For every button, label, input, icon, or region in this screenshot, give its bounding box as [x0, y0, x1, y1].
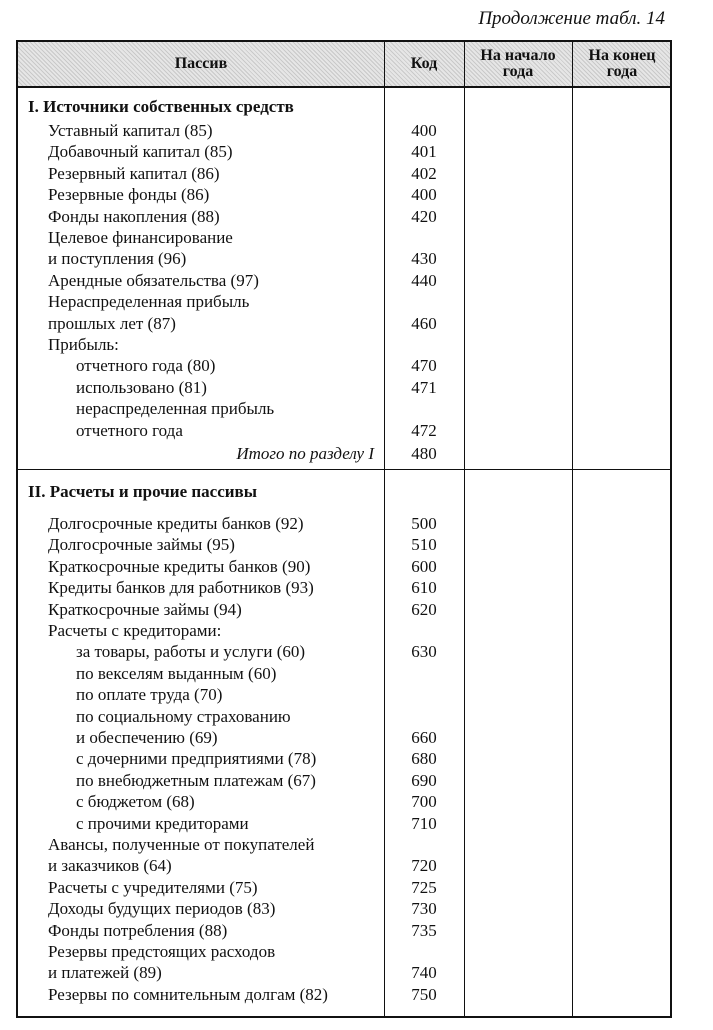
- table-row-label: Прибыль:: [48, 335, 119, 354]
- table-row-label: по оплате труда (70): [76, 685, 223, 705]
- section-title: II. Расчеты и прочие пассивы: [28, 482, 257, 501]
- table-row-label: с бюджетом (68): [76, 792, 195, 812]
- table-row-code: 740: [411, 963, 437, 983]
- table-row-label: Арендные обязательства (97): [48, 270, 259, 290]
- table-row-label: Расчеты с кредиторами:: [48, 621, 222, 640]
- table-row-label: Резервы по сомнительным долгам (82): [48, 984, 328, 1004]
- section-title: I. Источники собственных средств: [28, 97, 294, 116]
- table-row-code: 725: [411, 877, 437, 897]
- table-row-label: использовано (81): [76, 377, 207, 397]
- table-row-code: 610: [411, 578, 437, 598]
- table-row-code: 600: [411, 556, 437, 576]
- table-row-label: Фонды накопления (88): [48, 206, 220, 226]
- table-row-label: за товары, работы и услуги (60): [76, 642, 306, 662]
- table-row-code: 630: [411, 642, 437, 662]
- table-row-label: и обеспечению (69): [76, 728, 218, 747]
- table-row-code: 470: [411, 356, 437, 376]
- column-divider: [464, 42, 465, 1016]
- table-row-label: и заказчиков (64): [48, 856, 172, 876]
- table-row-code: 690: [411, 770, 437, 790]
- table-row-label: Долгосрочные займы (95): [48, 535, 235, 555]
- table-row-code: 720: [411, 856, 437, 876]
- table-row-code: 401: [411, 142, 437, 162]
- table-row-label: отчетного года (80): [76, 356, 216, 376]
- table-row-label: Авансы, полученные от покупателей: [48, 835, 315, 854]
- column-divider: [572, 42, 573, 1016]
- table-row-label: Нераспределенная прибыль: [48, 292, 250, 312]
- table-row-label: и платежей (89): [48, 963, 162, 983]
- table-row-label: Целевое финансирование: [48, 228, 233, 247]
- table-row-code: 730: [411, 899, 437, 919]
- table-row-label: Краткосрочные займы (94): [48, 599, 242, 619]
- table-row-label: по социальному страхованию: [76, 706, 291, 726]
- balance-table: [16, 40, 672, 1018]
- table-row-code: 440: [411, 270, 437, 290]
- table-row-label: Резервы предстоящих расходов: [48, 942, 276, 961]
- table-row-label: Кредиты банков для работников (93): [48, 578, 314, 598]
- table-row-code: 430: [411, 249, 437, 269]
- table-row-code: 471: [411, 377, 437, 397]
- table-row-code: 660: [411, 728, 437, 747]
- table-row-label: Фонды потребления (88): [48, 920, 228, 940]
- header-code: Код: [410, 55, 438, 72]
- table-row-code: 700: [411, 792, 437, 812]
- table-row-label: нераспределенная прибыль: [76, 399, 275, 419]
- table-row-label: Расчеты с учредителями (75): [48, 877, 258, 897]
- table-row-label: с дочерними предприятиями (78): [76, 749, 317, 769]
- table-row-code: 735: [411, 920, 437, 940]
- table-row-code: 400: [411, 121, 437, 140]
- table-row-label: Резервный капитал (86): [48, 163, 220, 183]
- table-row-label: по векселям выданным (60): [76, 663, 277, 683]
- table-row-label: Долгосрочные кредиты банков (92): [48, 514, 304, 533]
- table-row-code: 472: [411, 420, 437, 440]
- table-row-label: Доходы будущих периодов (83): [48, 899, 276, 919]
- table-row-label: Краткосрочные кредиты банков (90): [48, 556, 311, 576]
- table-row-code: 680: [411, 749, 437, 769]
- table-row-code: 500: [411, 514, 437, 533]
- table-row-label: Уставный капитал (85): [48, 121, 213, 140]
- table-row-code: 420: [411, 206, 437, 226]
- table-row-code: 620: [411, 599, 437, 619]
- table-row-code: 710: [411, 813, 437, 833]
- table-row-label: по внебюджетным платежам (67): [76, 770, 316, 790]
- table-row-code: 460: [411, 313, 437, 333]
- table-row-label: прошлых лет (87): [48, 313, 176, 333]
- table-row-label: и поступления (96): [48, 249, 187, 269]
- section-total-code: 480: [411, 444, 437, 463]
- table-row-code: 750: [411, 984, 437, 1004]
- table-row-label: отчетного года: [76, 420, 183, 440]
- section-total-label: Итого по разделу I: [236, 444, 374, 463]
- header-liabilities: Пассив: [174, 55, 228, 72]
- table-caption: Продолжение табл. 14: [478, 8, 665, 29]
- table-row-code: 400: [411, 185, 437, 205]
- header-start-of-year: На начало года: [480, 47, 556, 80]
- table-row-code: 510: [411, 535, 437, 555]
- table-row-label: Добавочный капитал (85): [48, 142, 233, 162]
- table-row-label: с прочими кредиторами: [76, 813, 249, 833]
- table-row-code: 402: [411, 163, 437, 183]
- header-end-of-year: На конец года: [588, 47, 656, 80]
- table-row-label: Резервные фонды (86): [48, 185, 210, 205]
- section-divider: [18, 469, 670, 470]
